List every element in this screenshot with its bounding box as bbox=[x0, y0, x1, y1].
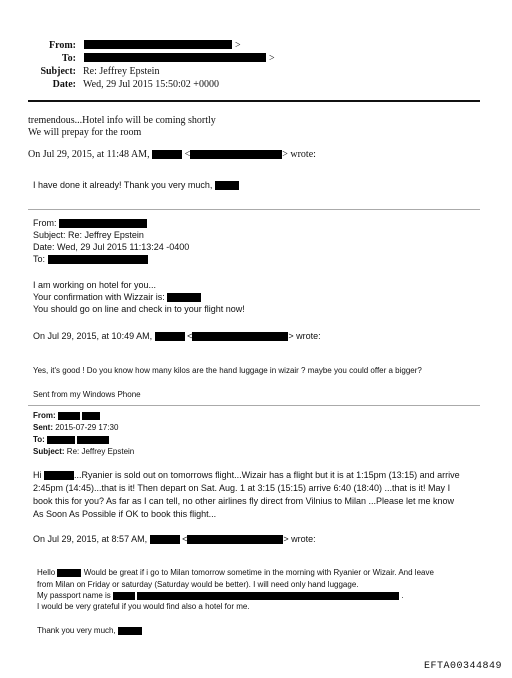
msg5-p1-a bbox=[33, 470, 460, 480]
reply2-body bbox=[33, 180, 239, 190]
l3-end: . bbox=[401, 591, 404, 600]
from-suffix: > bbox=[235, 40, 241, 51]
redaction bbox=[44, 471, 74, 480]
redaction bbox=[192, 332, 288, 341]
redaction bbox=[57, 569, 81, 577]
quote-suffix: > wrote: bbox=[282, 149, 316, 160]
date-label: Date: bbox=[52, 79, 76, 90]
redaction bbox=[58, 412, 80, 420]
msg6-thanks bbox=[37, 626, 142, 635]
reply1-line2: We will prepay for the room bbox=[28, 127, 142, 138]
msg4-body: Yes, it's good ! Do you know how many kilos are the hand luggage in wizair ? maybe you could offer a bigger? bbox=[33, 366, 422, 375]
msg5-subject bbox=[33, 447, 134, 456]
msg6-l4: I would be very grateful if you would find also a hotel for me. bbox=[37, 602, 250, 611]
msg5-from bbox=[33, 411, 100, 420]
header-date-row bbox=[0, 74, 219, 92]
l1-text: Would be great if i go to Milan tomorrow sometime in the morning with Ryanier or Wizair. And leave bbox=[83, 568, 434, 577]
to-label: To: bbox=[33, 435, 45, 444]
msg4-sent-from: Sent from my Windows Phone bbox=[33, 390, 141, 399]
divider bbox=[28, 405, 480, 406]
quote-suffix: > wrote: bbox=[283, 534, 316, 544]
msg3-date: Date: Wed, 29 Jul 2015 11:13:24 -0400 bbox=[33, 242, 190, 252]
header-divider bbox=[28, 100, 480, 102]
quote-lt: < bbox=[187, 331, 193, 341]
redaction bbox=[190, 150, 282, 159]
msg5-p1-d: As Soon As Possible if OK to book this flight... bbox=[33, 509, 217, 519]
msg3-line3: You should go on line and check in to your flight now! bbox=[33, 304, 245, 314]
quote-prefix: On Jul 29, 2015, at 8:57 AM, bbox=[33, 534, 148, 544]
redaction bbox=[167, 293, 201, 302]
msg6-l1 bbox=[37, 568, 434, 577]
redaction bbox=[215, 181, 239, 190]
msg3-quote bbox=[33, 331, 321, 341]
l3-text: My passport name is bbox=[37, 591, 111, 600]
sent-label: Sent: bbox=[33, 423, 53, 432]
redaction bbox=[47, 436, 75, 444]
from-label: From: bbox=[33, 218, 57, 228]
subject-label: Subject: bbox=[40, 66, 76, 77]
msg6-l2: from Milan on Friday or saturday (Saturday would be better). I will need only hand luggage. bbox=[37, 580, 359, 589]
msg5-p1-b: 2:45pm (14:45)...that is it! Then depart on Sat. Aug. 1 at 3:15 (15:15) arrive 6:40 (18:40) ...that is it! May I bbox=[33, 483, 451, 493]
from-label: From: bbox=[48, 40, 76, 51]
redaction bbox=[59, 219, 147, 228]
quote-lt: < bbox=[184, 149, 191, 160]
reply1-line1: tremendous...Hotel info will be coming shortly bbox=[28, 115, 216, 126]
to-suffix: > bbox=[269, 53, 275, 64]
msg5-p1-c: book this for you? As far as I can tell, no other airlines fly direct from Vilnius to Milan ...Please let me know bbox=[33, 496, 455, 506]
redaction bbox=[187, 535, 283, 544]
redaction bbox=[82, 412, 100, 420]
to-label: To: bbox=[61, 53, 76, 64]
redaction bbox=[118, 627, 142, 635]
line2-text: Your confirmation with Wizzair is: bbox=[33, 292, 165, 302]
subject-value: Re: Jeffrey Epstein bbox=[66, 447, 135, 456]
redaction bbox=[155, 332, 185, 341]
msg5-quote bbox=[33, 534, 316, 544]
redaction bbox=[152, 150, 182, 159]
redaction bbox=[137, 592, 399, 600]
thanks-text: Thank you very much, bbox=[37, 626, 116, 635]
subject-label: Subject: bbox=[33, 447, 65, 456]
redaction bbox=[150, 535, 180, 544]
reply2-text: I have done it already! Thank you very much, bbox=[33, 180, 213, 190]
hello-text: Hello bbox=[37, 568, 56, 577]
msg6-l3 bbox=[37, 591, 404, 600]
quote-suffix: > wrote: bbox=[288, 331, 321, 341]
reply1-quote bbox=[28, 149, 316, 160]
sent-value: 2015-07-29 17:30 bbox=[55, 423, 119, 432]
from-label: From: bbox=[33, 411, 56, 420]
document-id: EFTA00344849 bbox=[423, 661, 502, 672]
msg3-to bbox=[33, 254, 148, 264]
date-value: Wed, 29 Jul 2015 15:50:02 +0000 bbox=[83, 79, 219, 90]
quote-prefix: On Jul 29, 2015, at 10:49 AM, bbox=[33, 331, 153, 341]
quote-prefix: On Jul 29, 2015, at 11:48 AM, bbox=[28, 149, 150, 160]
divider bbox=[28, 209, 480, 210]
msg5-to bbox=[33, 435, 109, 444]
msg3-subject: Subject: Re: Jeffrey Epstein bbox=[33, 230, 144, 240]
p1a-text: ...Ryanier is sold out on tomorrows flight...Wizair has a flight but it is at 1:15pm (13:15) and arrive bbox=[74, 470, 460, 480]
redaction bbox=[77, 436, 109, 444]
redaction bbox=[48, 255, 148, 264]
subject-value: Re: Jeffrey Epstein bbox=[83, 66, 160, 77]
hi-text: Hi bbox=[33, 470, 42, 480]
redaction bbox=[113, 592, 135, 600]
msg3-from bbox=[33, 218, 147, 228]
to-label: To: bbox=[33, 254, 46, 264]
msg3-line1: I am working on hotel for you... bbox=[33, 280, 157, 290]
msg5-sent bbox=[33, 423, 118, 432]
msg3-line2 bbox=[33, 292, 201, 302]
quote-lt: < bbox=[182, 534, 188, 544]
